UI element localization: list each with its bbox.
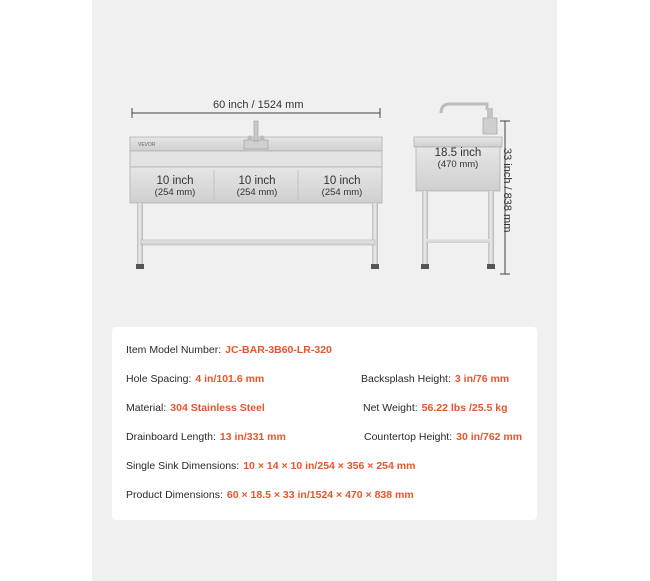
spec-product-dims: Product Dimensions: 60 × 18.5 × 33 in/1524 × 470 × 838 mm [126, 489, 414, 501]
spec-net-weight: Net Weight: 56.22 lbs /25.5 kg [363, 402, 508, 414]
spec-model: Item Model Number: JC-BAR-3B60-LR-320 [126, 344, 332, 356]
spec-single-sink: Single Sink Dimensions: 10 × 14 × 10 in/254 × 356 × 254 mm [126, 460, 416, 472]
bowl-label-1: 10 inch (254 mm) [154, 175, 196, 198]
side-view [414, 104, 502, 269]
width-label: 60 inch / 1524 mm [213, 99, 304, 111]
height-label: 33 inch / 838 mm [501, 148, 513, 233]
bowl-label-3: 10 inch (254 mm) [321, 175, 363, 198]
depth-label: 18.5 inch (470 mm) [434, 147, 482, 170]
spec-countertop: Countertop Height: 30 in/762 mm [364, 431, 523, 443]
spec-backsplash: Backsplash Height: 3 in/76 mm [361, 373, 510, 385]
spec-hole-spacing: Hole Spacing: 4 in/101.6 mm [126, 373, 265, 385]
brand-logo: VEVOR [138, 142, 156, 148]
spec-material: Material: 304 Stainless Steel [126, 402, 265, 414]
spec-drainboard: Drainboard Length: 13 in/331 mm [126, 431, 286, 443]
bowl-label-2: 10 inch (254 mm) [236, 175, 278, 198]
